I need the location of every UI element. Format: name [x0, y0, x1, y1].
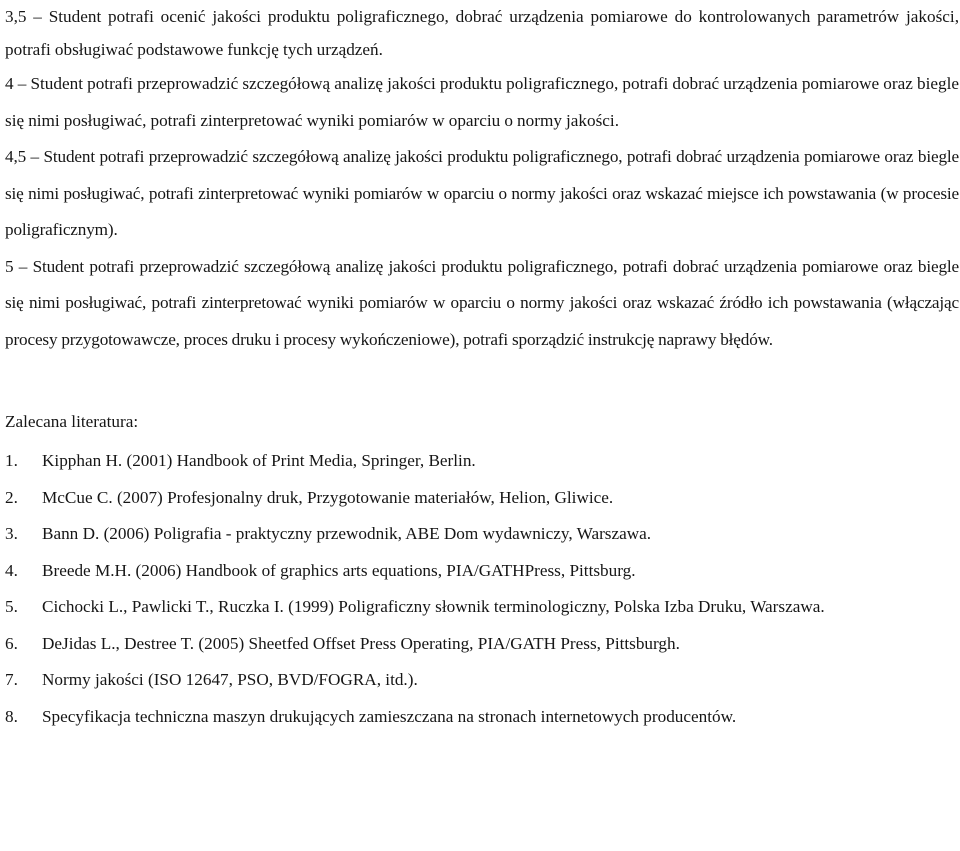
literature-item-number: 7.	[5, 670, 18, 689]
literature-item-number: 8.	[5, 706, 18, 726]
literature-item-number: 2.	[5, 487, 18, 507]
literature-item-text: Cichocki L., Pawlicki T., Ruczka I. (1999) Poligraficzny słownik terminologiczny, Polska Izba Druku, Warszawa.	[42, 597, 825, 616]
literature-item-text: DeJidas L., Destree T. (2005) Sheetfed Offset Press Operating, PIA/GATH Press, Pittsburgh.	[42, 633, 680, 653]
literature-item-text: Kipphan H. (2001) Handbook of Print Media, Springer, Berlin.	[42, 451, 476, 470]
literature-item-number: 5.	[5, 597, 18, 616]
literature-item	[5, 662, 959, 699]
literature-item-text: McCue C. (2007) Profesjonalny druk, Przygotowanie materiałów, Helion, Gliwice.	[42, 487, 614, 507]
literature-item-number: 4.	[5, 560, 18, 580]
literature-item-text: Bann D. (2006) Poligrafia - praktyczny przewodnik, ABE Dom wydawniczy, Warszawa.	[42, 524, 652, 543]
literature-heading: Zalecana literatura:	[5, 412, 139, 431]
literature-item-number: 3.	[5, 524, 18, 543]
literature-list	[5, 443, 959, 735]
literature-item	[5, 699, 959, 736]
literature-item	[5, 480, 959, 517]
grade-criterion-3-5: 3,5 – Student potrafi ocenić jakości produktu poligraficznego, dobrać urządzenia pomiarowe do kontrolowanych parametrów jakości, potrafi obsługiwać podstawowe funkcję tych urządzeń.	[5, 7, 959, 59]
literature-item-number: 6.	[5, 633, 18, 653]
grade-criterion-4-5: 4,5 – Student potrafi przeprowadzić szczegółową analizę jakości produktu poligraficznego, potrafi dobrać urządzenia pomiarowe oraz biegle się nimi posługiwać, potrafi zinterpretować wyniki pomiarów w oparciu o normy jakości oraz wskazać miejsce ich powstawania (w procesie poligraficznym).	[5, 147, 959, 239]
literature-item-text: Specyfikacja techniczna maszyn drukujących zamieszczana na stronach internetowych producentów.	[42, 706, 737, 726]
literature-item	[5, 516, 959, 553]
grade-criterion-5: 5 – Student potrafi przeprowadzić szczegółową analizę jakości produktu poligraficznego, potrafi dobrać urządzenia pomiarowe oraz biegle się nimi posługiwać, potrafi zinterpretować wyniki pomiarów w oparciu o normy jakości oraz wskazać źródło ich powstawania (włączając procesy przygotowawcze, proces druku i procesy wykończeniowe), potrafi sporządzić instrukcję naprawy błędów.	[5, 256, 959, 349]
literature-item-text: Breede M.H. (2006) Handbook of graphics arts equations, PIA/GATHPress, Pittsburg.	[42, 560, 636, 580]
literature-item-number: 1.	[5, 451, 18, 470]
document-page	[5, 0, 959, 735]
literature-item	[5, 443, 959, 480]
grade-criterion-4: 4 – Student potrafi przeprowadzić szczegółową analizę jakości produktu poligraficznego, potrafi dobrać urządzenia pomiarowe oraz biegle się nimi posługiwać, potrafi zinterpretować wyniki pomiarów w oparciu o normy jakości.	[5, 74, 959, 130]
literature-item	[5, 589, 959, 626]
literature-item-text: Normy jakości (ISO 12647, PSO, BVD/FOGRA, itd.).	[42, 670, 418, 689]
literature-item	[5, 626, 959, 663]
literature-item	[5, 553, 959, 590]
